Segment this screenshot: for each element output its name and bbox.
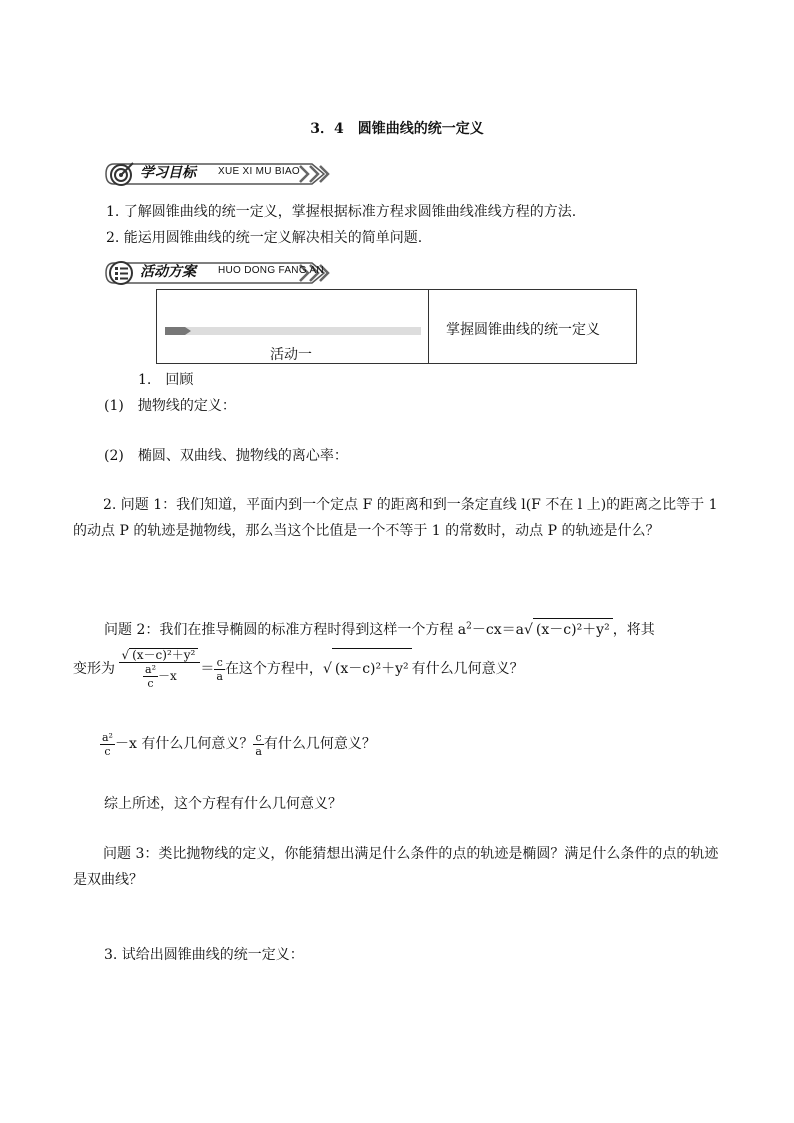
q2-text: 问题 2：我们在推导椭圆的标准方程时得到这样一个方程 a	[104, 622, 467, 638]
review-heading: 1. 回顾	[138, 372, 194, 388]
q2-text: 有什么几何意义？	[411, 661, 524, 677]
question-2-line2: 变形为 √ (x－c)²＋y² $\frac{\text{a²}}{c}$ －x ＝ $\frac{c}{a}$ 在这个方程中，√ (x－c)²＋y² 有什么几何意义？	[73, 648, 524, 690]
question-2-line1: 问题 2：我们在推导椭圆的标准方程时得到这样一个方程 $a^2-cx=a√$ (x－c)²＋y² ，将其	[104, 618, 655, 639]
target-icon	[108, 160, 136, 188]
section-banner-activity	[104, 259, 364, 287]
q2-text: 变形为	[73, 661, 115, 677]
frac-num: a²	[102, 730, 113, 744]
q2-root: (x－c)²＋y²	[533, 618, 613, 639]
inner-num: a²	[145, 663, 156, 676]
q2-text: －x 有什么几何意义？	[114, 736, 254, 752]
frac-den-x: －x	[158, 669, 177, 683]
frac-num: √ (x－c)²＋y²	[119, 648, 200, 663]
inner-den: c	[147, 677, 154, 690]
activity-topic: 掌握圆锥曲线的统一定义	[446, 322, 600, 338]
eq-den: a	[216, 669, 223, 683]
q2-text: 在这个方程中，	[224, 661, 323, 677]
frac-den: c	[104, 744, 111, 758]
q2-frac-a2c	[100, 731, 115, 758]
table-divider	[428, 290, 429, 363]
eq-num: c	[214, 656, 225, 670]
q2-text: ，将其	[612, 622, 655, 638]
q2-root: (x－c)²＋y²	[332, 648, 412, 689]
question-1: 2. 问题 1：我们知道，平面内到一个定点 F 的距离和到一条定直线 l(F 不在 l 上)的距离之比等于 1 的动点 P 的轨迹是抛物线，那么当这个比值是一个不等于 1 的常数时，动点 P 的轨迹是什么？	[73, 497, 718, 539]
section-title: 活动方案	[140, 264, 196, 280]
frac-root: (x－c)²＋y²	[129, 648, 198, 662]
list-icon	[108, 259, 136, 287]
activity-progress-bar	[165, 327, 421, 335]
frac-den	[119, 663, 200, 690]
q2-text: －cx＝a	[471, 622, 524, 638]
progress-fill	[165, 327, 185, 335]
frac-num: c	[253, 731, 264, 745]
section-title: 学习目标	[140, 165, 196, 181]
page-title: 3．4 圆锥曲线的统一定义	[310, 121, 484, 137]
question-2-line3	[100, 727, 376, 761]
progress-tip	[185, 327, 191, 335]
q2-frac-ca	[253, 731, 264, 758]
question-2-summary: 综上所述，这个方程有什么几何意义？	[104, 796, 342, 812]
review-item: (1) 抛物线的定义：	[104, 398, 236, 414]
frac-den: a	[255, 744, 262, 758]
goal-item: 2. 能运用圆锥曲线的统一定义解决相关的简单问题.	[106, 230, 423, 246]
section-subtitle: XUE XI MU BIAO	[218, 166, 300, 177]
activity-name: 活动一	[270, 347, 312, 363]
goal-item: 1. 了解圆锥曲线的统一定义，掌握根据标准方程求圆锥曲线准线方程的方法.	[106, 204, 577, 220]
section-banner-goals	[104, 160, 364, 188]
question-3: 问题 3：类比抛物线的定义，你能猜想出满足什么条件的点的轨迹是椭圆？满足什么条件的点的轨迹是双曲线？	[73, 846, 719, 888]
q2-text: 有什么几何意义？	[263, 736, 376, 752]
question-4: 3. 试给出圆锥曲线的统一定义：	[104, 947, 304, 963]
section-subtitle: HUO DONG FANG AN	[218, 265, 324, 276]
q2-exp: 2	[466, 621, 472, 632]
q2-eq-frac	[214, 656, 225, 683]
activity-table	[156, 289, 637, 364]
q2-fraction	[119, 648, 200, 690]
inner-frac	[143, 663, 158, 690]
review-item: (2) 椭圆、双曲线、抛物线的离心率：	[104, 448, 348, 464]
